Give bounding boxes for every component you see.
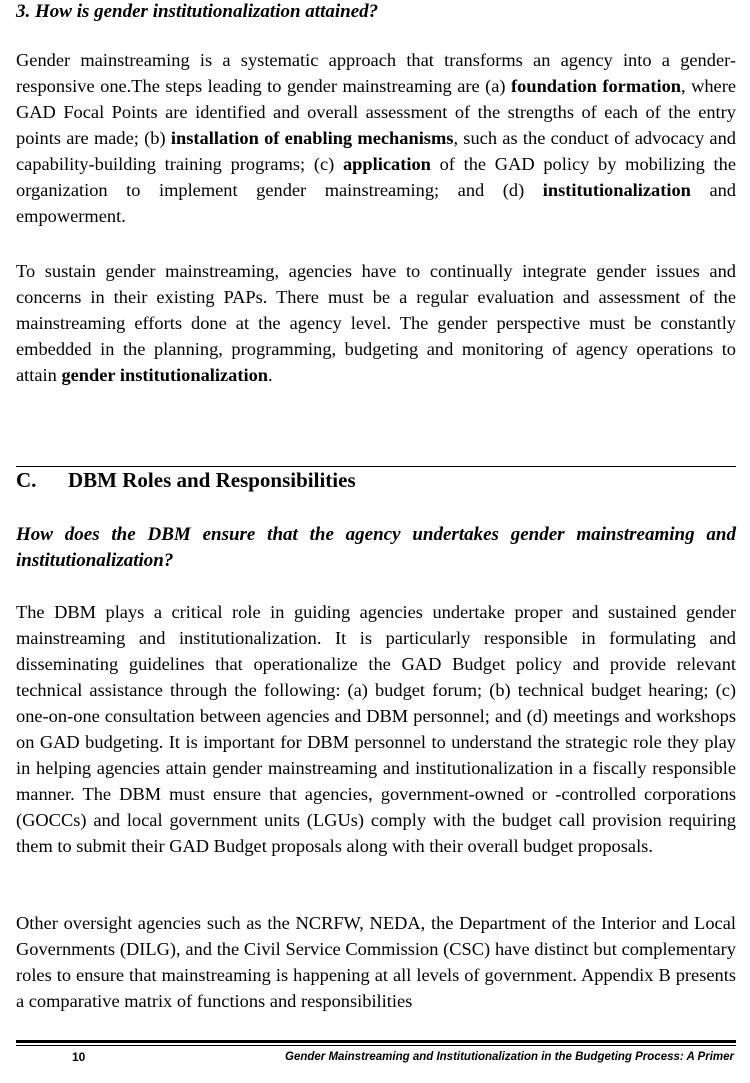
running-title: Gender Mainstreaming and Institutionalization in the Budgeting Process: A Primer [285, 1051, 734, 1063]
paragraph-dbm-role: The DBM plays a critical role in guiding agencies undertake proper and sustained gender mainstreaming and institutionalization. It is particularly responsible in formulating and disseminating guidelines that operationalize the GAD Budget policy and provide relevant technical assistance through the following: (a) budget forum; (b) technical budget hearing; (c) one-on-one consultation between agencies and DBM personnel; and (d) meetings and workshops on GAD budgeting. It is important for DBM personnel to understand the strategic role they play in helping agencies attain gender mainstreaming and institutionalization in a fiscally responsible manner. The DBM must ensure that agencies, government-owned or -controlled corporations (GOCCs) and local government units (LGUs) comply with the budget call provision requiring them to submit their GAD Budget proposals along with their overall budget proposals. [16, 602, 736, 856]
text: Gender mainstreaming is a systematic approach that transforms an agency into a gender-responsive one.The steps leading to gender mainstreaming are (a) [16, 50, 736, 96]
text: . [268, 365, 273, 385]
text: , such as the conduct of advocacy and capability-building training programs; (c) [16, 128, 736, 174]
sub-heading: How does the DBM ensure that the agency undertakes gender mainstreaming and institutionalization? [16, 524, 736, 571]
section-letter: C. [16, 468, 37, 492]
text: , where GAD Focal Points are identified and overall assessment of the strengths of each of the entry points are made; (b) [16, 76, 737, 148]
bold-term: foundation formation [511, 76, 682, 96]
text: and empowerment. [16, 180, 736, 226]
bold-term: installation of enabling mechanisms [170, 128, 454, 148]
question-heading: 3. How is gender institutionalization attained? [16, 1, 379, 22]
paragraph-steps [16, 47, 736, 229]
text: To sustain gender mainstreaming, agencies have to continually integrate gender issues and concerns in their existing PAPs. There must be a regular evaluation and assessment of the mainstreaming efforts done at the agency level. The gender perspective must be constantly embedded in the planning, programming, budgeting and monitoring of agency operations to attain [16, 261, 736, 385]
section-title: DBM Roles and Responsibilities [68, 468, 356, 492]
bold-term: institutionalization [542, 180, 691, 200]
bold-term: application [342, 154, 431, 174]
paragraph-oversight: Other oversight agencies such as the NCRFW, NEDA, the Department of the Interior and Local Governments (DILG), and the Civil Service Commission (CSC) have distinct but complementary roles to ensure that mainstreaming is happening at all levels of government. Appendix B presents a comparative matrix of functions and responsibilities [16, 913, 736, 1011]
text: of the GAD policy by mobilizing the organization to implement gender mainstreaming; and (d) [16, 154, 737, 200]
footer-rule-thin [16, 1045, 736, 1046]
section-heading [16, 467, 360, 493]
footer-rule-thick [16, 1040, 736, 1043]
bold-term: gender institutionalization [61, 365, 269, 385]
paragraph-sustain [16, 258, 736, 388]
page-number: 10 [72, 1050, 86, 1064]
